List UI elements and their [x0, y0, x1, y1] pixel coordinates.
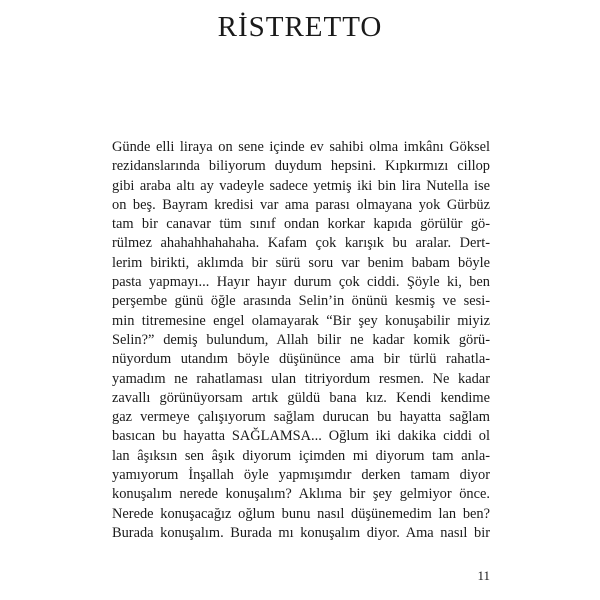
text-line: perşembe günü öğle arasında Selin’in önünü kesmiş ve sesi- [112, 293, 490, 310]
text-line: lerim birikti, aklımda bir sürü soru var benim babam böyle [112, 254, 490, 271]
text-line: lan âşıksın sen âşık diyorum içimden mi diyorum tam anla- [112, 447, 490, 464]
text-line: on beş. Bayram kredisi var ama parası olmayana yok Gürbüz [112, 196, 490, 213]
body-paragraph [112, 138, 490, 543]
text-line: basıcan bu hayatta SAĞLAMSA... Oğlum iki dakika ciddi ol [112, 428, 490, 445]
text-line: yamıyorum İnşallah öyle yapmışımdır derken tamam diyor [112, 467, 490, 484]
text-line: yamadım ne rahatlaması ulan titriyordum resmen. Ne kadar [112, 370, 490, 387]
text-line: rülmez ahahahhahahaha. Kafam çok karışık bu aralar. Dert- [112, 235, 490, 252]
text-line: pasta yapmayı... Hayır hayır durum çok ciddi. Şöyle ki, ben [112, 274, 490, 291]
text-line: Burada konuşalım. Burada mı konuşalım diyor. Ama nasıl bir [112, 524, 490, 541]
text-line: gibi araba altı ay vadeyle sadece yetmiş iki bin lira Nutella ise [112, 177, 490, 194]
text-line: Günde elli liraya on sene içinde ev sahibi olma imkânı Göksel [112, 139, 490, 155]
text-line: konuşalım nerede konuşalım? Aklıma bir şey gelmiyor önce. [112, 486, 490, 503]
text-line: tam bir canavar tüm sınıf ondan korkar kapıda görülür gö- [112, 216, 490, 233]
text-line: gaz vermeye çalışıyorum sağlam durucan bu hayatta sağlam [112, 409, 490, 426]
text-line: Nerede konuşacağız oğlum bunu nasıl düşünemedim lan ben? [112, 505, 490, 522]
text-line: rezidanslarında biliyorum duydum hepsini. Kıpkırmızı cillop [112, 158, 490, 175]
page-number: 11 [477, 568, 490, 583]
text-line: nüyordum utandım böyle düşününce ama bir türlü rahatla- [112, 351, 490, 368]
text-line: zavallı görünüyorsam artık güldü bana kız. Kendi kendime [112, 389, 490, 406]
chapter-title: RİSTRETTO [217, 11, 383, 43]
text-line: min titremesine engel olamayarak “Bir şey konuşabilir miyiz [112, 312, 490, 329]
text-line: Selin?” demiş bulundum, Allah bilir ne kadar komik görü- [112, 331, 490, 348]
